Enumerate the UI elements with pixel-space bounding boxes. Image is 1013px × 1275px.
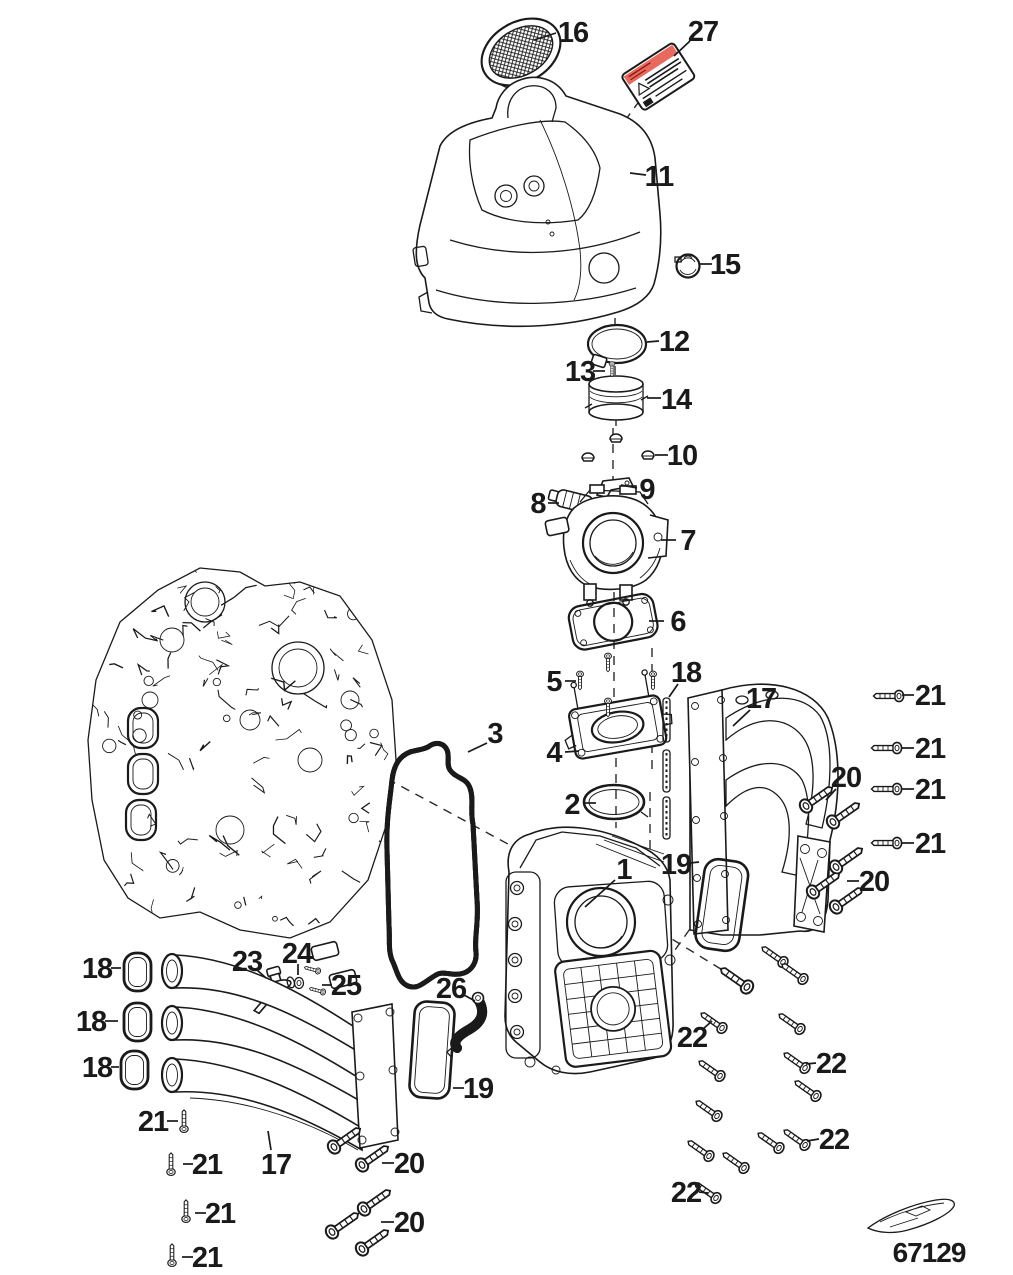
- callout-leader-4-13: [565, 751, 579, 752]
- block-detail-line: [282, 565, 295, 583]
- callout-label-21: 21: [191, 1242, 223, 1274]
- fastener-bolt-33: [577, 671, 584, 690]
- fastener-bolt-30: [182, 1200, 190, 1223]
- part-15-vent-fitting: [675, 255, 700, 278]
- fastener-bolt-29: [167, 1153, 175, 1176]
- callout-label-19: 19: [462, 1073, 494, 1105]
- callout-label-8: 8: [530, 488, 546, 520]
- callout-label-13: 13: [564, 356, 596, 388]
- callout-label-20: 20: [830, 762, 862, 794]
- fastener-bolt-28: [180, 1110, 188, 1133]
- callout-label-10: 10: [666, 440, 698, 472]
- fastener-bolt-1: [872, 742, 902, 753]
- engine-block-sketch: [65, 564, 410, 938]
- callout-label-21: 21: [914, 680, 946, 712]
- fastener-bolt-36: [609, 362, 615, 377]
- block-detail-line: [127, 924, 139, 931]
- block-detail-line: [347, 584, 362, 593]
- fastener-bolt-0: [874, 690, 904, 701]
- block-detail-line: [375, 617, 392, 624]
- fastener-bolt-35: [650, 671, 657, 690]
- callout-label-22: 22: [815, 1048, 847, 1080]
- fastener-bolt-12: [323, 1208, 362, 1241]
- callout-label-16: 16: [557, 17, 589, 49]
- callout-label-6: 6: [670, 606, 686, 638]
- fastener-bolt-17: [779, 960, 810, 986]
- callout-label-21: 21: [914, 733, 946, 765]
- callout-label-22: 22: [818, 1124, 850, 1156]
- cap-nut-0: [610, 434, 622, 442]
- callout-leader-22-27: [806, 1063, 816, 1064]
- callout-label-17: 17: [745, 683, 777, 715]
- callout-label-21: 21: [137, 1106, 169, 1138]
- callout-label-2: 2: [564, 789, 580, 821]
- part-1-intake-plenum: [505, 827, 675, 1074]
- callout-leader-12-4: [647, 341, 659, 342]
- brand-boat-logo: [868, 1199, 954, 1232]
- fastener-bolt-22: [685, 1137, 716, 1163]
- fastener-bolt-13: [353, 1225, 392, 1258]
- drawing-number: 67129: [892, 1237, 966, 1268]
- callout-label-26: 26: [435, 973, 467, 1005]
- callout-label-12: 12: [658, 326, 690, 358]
- fastener-bolt-27: [792, 1077, 823, 1103]
- callout-label-22: 22: [670, 1177, 702, 1209]
- callout-label-21: 21: [204, 1198, 236, 1230]
- cap-nut-2: [642, 451, 654, 459]
- part-18-port-seals-left: [121, 953, 151, 1089]
- fastener-bolt-31: [168, 1244, 176, 1267]
- callout-label-21: 21: [914, 828, 946, 860]
- fastener-bolt-18: [776, 1010, 807, 1036]
- part-3-plenum-gasket: [387, 743, 478, 987]
- callout-label-17: 17: [260, 1149, 292, 1181]
- block-detail-line: [91, 657, 103, 664]
- fastener-bolt-14: [717, 963, 756, 996]
- callout-label-4: 4: [546, 737, 562, 769]
- fastener-bolt-21: [693, 1097, 724, 1123]
- part-19-gasket-left: [409, 1001, 456, 1100]
- callout-label-20: 20: [393, 1207, 425, 1239]
- callout-label-22: 22: [676, 1022, 708, 1054]
- fastener-bolt-24: [755, 1129, 786, 1155]
- fastener-bolt-32: [605, 653, 612, 672]
- block-detail-line: [128, 912, 141, 920]
- part-27-warning-decal: [621, 42, 696, 111]
- block-detail-line: [298, 571, 310, 575]
- callout-label-27: 27: [687, 16, 719, 48]
- callout-leader-3-15: [468, 743, 487, 752]
- callout-label-24: 24: [281, 938, 313, 970]
- callout-label-15: 15: [709, 249, 741, 281]
- fastener-bolt-2: [872, 783, 902, 794]
- callout-label-25: 25: [330, 970, 362, 1002]
- callout-label-18: 18: [81, 1052, 113, 1084]
- fastener-bolt-20: [696, 1057, 727, 1083]
- fastener-bolt-23: [720, 1149, 751, 1175]
- part-12-hose-clamp: [588, 325, 646, 368]
- fastener-bolt-19: [781, 1049, 812, 1075]
- callout-leader-22-28: [807, 1139, 819, 1141]
- part-11-air-intake-cover: [413, 77, 661, 326]
- fastener-bolt-3: [872, 837, 902, 848]
- callout-leader-17-40: [268, 1131, 271, 1150]
- callout-label-19: 19: [660, 849, 692, 881]
- callout-label-7: 7: [680, 525, 696, 557]
- fastener-bolt-38: [309, 985, 327, 995]
- callout-label-18: 18: [75, 1006, 107, 1038]
- callout-label-18: 18: [81, 953, 113, 985]
- callout-label-11: 11: [644, 161, 674, 193]
- callout-label-20: 20: [858, 866, 890, 898]
- callout-label-23: 23: [231, 946, 263, 978]
- callout-label-5: 5: [546, 666, 562, 698]
- callout-label-18: 18: [670, 657, 702, 689]
- callout-label-9: 9: [639, 474, 655, 506]
- fastener-bolt-25: [781, 1126, 812, 1152]
- callout-label-21: 21: [191, 1149, 223, 1181]
- callout-label-20: 20: [393, 1148, 425, 1180]
- fastener-bolt-11: [355, 1185, 394, 1218]
- part-6-throttle-gasket: [567, 592, 660, 652]
- part-24-washer: [295, 978, 304, 989]
- callout-leader-19-24: [690, 862, 699, 863]
- callout-label-3: 3: [487, 718, 503, 750]
- cap-nut-1: [582, 453, 594, 461]
- callout-label-1: 1: [616, 854, 632, 886]
- callout-label-14: 14: [660, 384, 692, 416]
- block-detail-line: [320, 575, 332, 584]
- block-detail-line: [122, 607, 126, 614]
- block-detail-line: [389, 865, 410, 878]
- block-detail-line: [65, 583, 96, 592]
- callout-label-21: 21: [914, 774, 946, 806]
- block-detail-line: [100, 579, 112, 589]
